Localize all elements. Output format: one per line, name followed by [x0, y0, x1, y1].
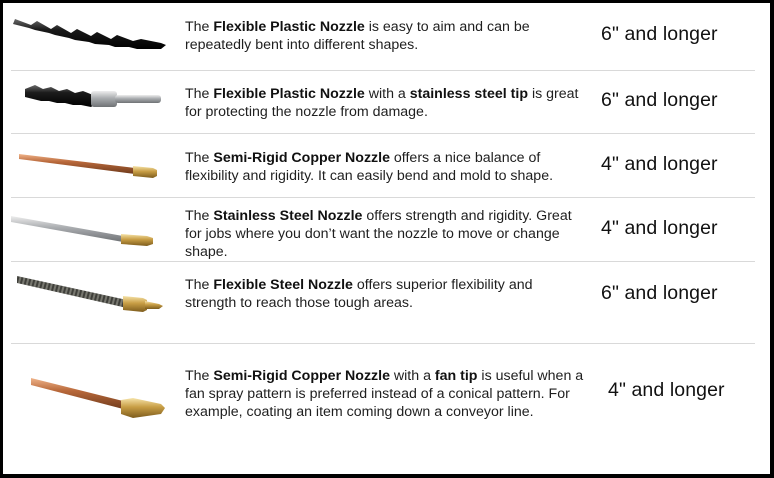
- table-row: [3, 262, 770, 343]
- nozzle-length: 4" and longer: [608, 379, 725, 401]
- flexible-plastic-steel-tip-nozzle-icon: [11, 79, 173, 119]
- nozzle-length: 4" and longer: [601, 153, 718, 175]
- semi-rigid-copper-nozzle-icon: [11, 142, 173, 182]
- semi-rigid-copper-fan-tip-nozzle-icon: [11, 368, 173, 428]
- nozzle-description: The Stainless Steel Nozzle offers strength and rigidity. Great for jobs where you don’t want the nozzle to move or change shape.: [185, 208, 572, 260]
- flexible-plastic-nozzle-icon: [11, 11, 173, 51]
- nozzle-length: 6" and longer: [601, 23, 718, 45]
- table-row: [3, 71, 770, 133]
- flexible-steel-nozzle-icon: [11, 270, 173, 320]
- nozzle-description: The Semi-Rigid Copper Nozzle offers a nice balance of flexibility and rigidity. It can easily bend and mold to shape.: [185, 150, 554, 184]
- nozzle-description: The Flexible Plastic Nozzle with a stainless steel tip is great for protecting the nozzle from damage.: [185, 86, 579, 120]
- table-row: [3, 3, 770, 70]
- table-row: [3, 198, 770, 261]
- table-row: [3, 344, 770, 474]
- nozzle-length: 4" and longer: [601, 217, 718, 239]
- nozzle-length: 6" and longer: [601, 282, 718, 304]
- table-row: [3, 134, 770, 197]
- nozzle-description: The Semi-Rigid Copper Nozzle with a fan tip is useful when a fan spray pattern is preferred instead of a conical pattern. For example, coating an item coming down a conveyor line.: [185, 368, 584, 420]
- nozzle-description: The Flexible Steel Nozzle offers superior flexibility and strength to reach those tough areas.: [185, 277, 533, 311]
- stainless-steel-nozzle-icon: [11, 206, 173, 246]
- nozzle-description: The Flexible Plastic Nozzle is easy to aim and can be repeatedly bent into different shapes.: [185, 19, 530, 53]
- nozzle-length: 6" and longer: [601, 89, 718, 111]
